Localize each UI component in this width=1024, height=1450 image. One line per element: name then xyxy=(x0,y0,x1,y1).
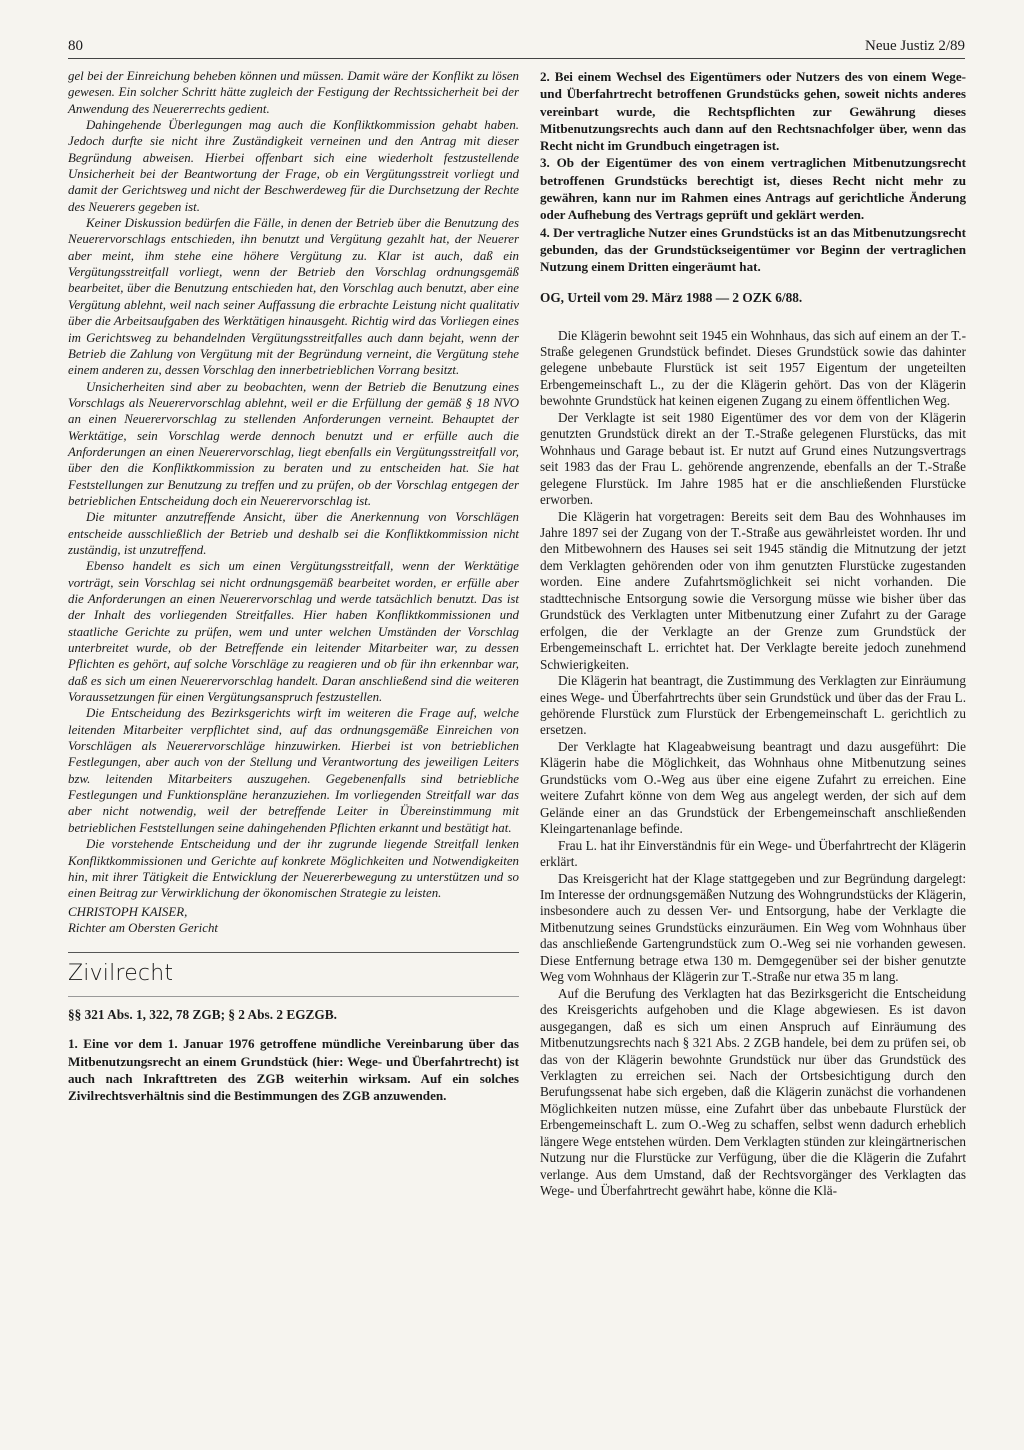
publication-title: Neue Justiz 2/89 xyxy=(865,38,965,54)
commentary-paragraph: Ebenso handelt es sich um einen Vergütungsstreitfall, wenn der Werktätige vorträgt, sein Vorschlag sei nicht ordnungsgemäß bearbeitet worden, er erfülle aber die Anforderungen an einen Neuerervorschlag und werde tatsächlich benutzt. Das ist der Inhalt des vorliegenden Streitfalles. Hier haben Konfliktkommissionen und staatliche Gerichte zu prüfen, wem und unter welchen Umständen der Vorschlag unterbreitet wurde, ob der Betreffende ein leitender Mitarbeiter war, zu dessen Pflichten es gehört, auf solche Vorschläge zu reagieren und ob für ihn erkennbar war, daß es sich um einen Neuerervorschlag handelt. Daran anschließend sind die weiteren Voraussetzungen für einen Vergütungsanspruch festzustellen. xyxy=(68,559,519,705)
judgment-paragraph: Der Verklagte ist seit 1980 Eigentümer des vor dem von der Klägerin genutzten Grundstück direkt an der T.-Straße gelegenen Flurstücks, das mit Wohnhaus und Garage bebaut ist. Er nutzt auf Grund eines Nutzungsvertrags seit 1983 das der Frau L. gehörende angrenzende, ebenfalls an der T.-Straße gelegene Flurstück. Im Jahre 1985 hat er die anschließenden Flurstücke erworben. xyxy=(540,409,966,508)
page-number: 80 xyxy=(68,38,83,54)
judgment-paragraph: Die Klägerin hat vorgetragen: Bereits seit dem Bau des Wohnhauses im Jahre 1897 sei der Zugang von der T.-Straße aus gewährleistet worden. Ihr und den Mitbewohnern des Hauses sei seit 1945 ständig die Mitnutzung der jetzt dem Verklagten gehörenden oder von ihm genutzten Flurstücke zugestanden worden. Eine andere Zufahrtsmöglichkeit sei nicht vorhanden. Die stadttechnische Entsorgung sowie die Versorgung müsse wie bisher über das Grundstück des Verklagten unter Mitbenutzung einer Zufahrt zu der Garage erfolgen, die der Verklagte an der Grenze zum Grundstück der Erbengemeinschaft L. errichtet hat. Der Verklagte bereite jedoch zunehmend Schwierigkeiten. xyxy=(540,508,966,672)
commentary-paragraph: Unsicherheiten sind aber zu beobachten, wenn der Betrieb die Benutzung eines Vorschlags als Neuerervorschlag ablehnt, weil er die Erfüllung der gemäß § 18 NVO an einen Neuerervorschlag zu stellenden Anforderungen verneint. Behauptet der Werktätige, sein Vorschlag werde dennoch benutzt und er erfülle auch die Anforderungen an einen Neuerervorschlag, liegt ebenfalls ein Vergütungsstreitfall vor, über den die Konfliktkommission zu beraten und zu entscheiden hat. Sie hat Feststellungen zur Benutzung zu treffen und zu prüfen, ob der Vorschlag entgegen der betrieblichen Entscheidung doch ein Neuerervorschlag ist. xyxy=(68,379,519,508)
court-reference: OG, Urteil vom 29. März 1988 — 2 OZK 6/88. xyxy=(540,289,803,305)
commentary-paragraph: gel bei der Einreichung beheben können und müssen. Damit wäre der Konflikt zu lösen gewesen. Ein solcher Schritt hätte zugleich der Festigung der Rechtssicherheit bei der Anwendung des Neuererrechts gedient. xyxy=(68,69,519,116)
section-title: Zivilrecht xyxy=(68,961,174,987)
statute-reference: §§ 321 Abs. 1, 322, 78 ZGB; § 2 Abs. 2 EGZGB. xyxy=(68,1007,337,1023)
judgment-paragraph: Das Kreisgericht hat der Klage stattgegeben und zur Begründung dargelegt: Im Interesse der ordnungsgemäßen Nutzung des Wohngrundstücks der Klägerin, insbesondere auch zu dessen Ver- und Entsorgung, habe der Verklagte die Mitbenutzung seines Grundstücks einzuräumen. Ein Weg vom Wohnhaus über das anschließende Gartengrundstück zum O.-Weg sei nie vorhanden gewesen. Diese Entfernung betrage etwa 130 m. Demgegenüber sei der bisher genutzte Weg vom Wohnhaus der Klägerin zur T.-Straße nur etwa 35 m lang. xyxy=(540,870,966,985)
judgment-paragraph: Auf die Berufung des Verklagten hat das Bezirksgericht die Entscheidung des Kreisgerichts aufgehoben und die Klage abgewiesen. Es ist davon ausgegangen, daß es sich um einen Anspruch auf Einräumung des Mitbenutzungsrechts nach § 321 Abs. 2 ZGB handele, bei dem zu prüfen sei, ob das von der Klägerin bewohnte Grundstück nur über das Grundstück des Verklagten zu erreichen sei. Nach der Ortsbesichtigung durch den Berufungssenat habe sich ergeben, daß die Klägerin zunächst die vorhandenen Möglichkeiten nutzen müsse, eine Zufahrt über das unbebaute Flurstück der Erbengemeinschaft L. zum O.-Weg zu schaffen, selbst wenn dadurch erheblich längere Wege entstehen würden. Dem Verklagten stünden zur kleingärtnerischen Nutzung nur die Flurstücke zur Verfügung, über die die Klägerin die Zufahrt verlange. Aus dem Umstand, daß der Rechtsvorgänger des Verklagten das Wege- und Überfahrtrecht gewährt habe, könne die Klä- xyxy=(540,985,966,1199)
commentary-paragraph: Die Entscheidung des Bezirksgerichts wirft im weiteren die Frage auf, welche leitenden Mitarbeiter verpflichtet sind, auf das ordnungsgemäße Einreichen von Vorschlägen als Neuerervorschläge hinzuwirken. Hierbei ist von betrieblichen Festlegungen, aber auch von der Stellung und Verantwortung des jeweiligen Leiters bzw. leitenden Mitarbeiters auszugehen. Gegebenenfalls sind betriebliche Festlegungen und Funktionspläne heranzuziehen. Im vorliegenden Streitfall war das aber nicht notwendig, weil der betreffende Leiter in Übereinstimmung mit betrieblichen Feststellungen seine dahingehenden Pflichten erkannt und bestätigt hat. xyxy=(68,706,519,835)
commentary-paragraph: Keiner Diskussion bedürfen die Fälle, in denen der Betrieb über die Benutzung des Neuerervorschlags entschieden, ihn benutzt und Vergütung gezahlt hat, der Neuerer aber meint, ihm stehe eine höhere Vergütung zu. Klar ist auch, daß ein Vergütungsstreitfall vorliegt, wenn der Betrieb den Vorschlag ordnungsgemäß bearbeitet, über die Benutzung entschieden hat, den Vorschlag auch benutzt, aber eine Vergütung ablehnt, weil nach seiner Auffassung die erbrachte Leistung nicht qualitativ über die Arbeitsaufgaben des Werktätigen hinausgeht. Richtig wird das Vorliegen eines im Gerichtsweg zu behandelnden Vergütungsstreitfalles auch dann bejaht, wenn der Betrieb die Zahlung von Vergütung mit der Begründung verneint, die Vergütung stehe einem anderen zu, dessen Vorschlag den innerbetrieblichen Vorrang besitzt. xyxy=(68,216,519,378)
judgment-paragraph: Die Klägerin hat beantragt, die Zustimmung des Verklagten zur Einräumung eines Wege- und Überfahrtrechts über sein Grundstück und über das der Frau L. gehörende Flurstück zum Flurstück der Erbengemeinschaft L. gerichtlich zu ersetzen. xyxy=(540,673,966,738)
author-name: CHRISTOPH KAISER, xyxy=(68,904,188,919)
headnote-1: 1. Eine vor dem 1. Januar 1976 getroffene mündliche Vereinbarung über das Mitbenutzungsrecht an einem Grundstück (hier: Wege- und Überfahrtrecht) ist auch nach Inkrafttreten des ZGB weiterhin wirksam. Auf ein solches Zivilrechtsverhältnis sind die Bestimmungen des ZGB anzuwenden. xyxy=(68,1036,519,1104)
judgment-paragraph: Die Klägerin bewohnt seit 1945 ein Wohnhaus, das sich auf einem an der T.-Straße gelegenen Grundstück befindet. Dieses Grundstück sowie das dahinter gelegene unbebaute Flurstück ist seit 1957 Eigentum der ungeteilten Erbengemeinschaft L., zu der die Klägerin gehört. Das von der Klägerin bewohnte Grundstück hat keinen eigenen Zugang zu einem öffentlichen Weg. xyxy=(540,327,966,409)
judgment-paragraph: Frau L. hat ihr Einverständnis für ein Wege- und Überfahrtrecht der Klägerin erklärt. xyxy=(540,837,966,870)
page-header xyxy=(68,36,965,59)
section-divider xyxy=(68,952,519,953)
commentary-paragraph: Die vorstehende Entscheidung und der ihr zugrunde liegende Streitfall lenken Konfliktkommissionen und Gerichte auf konkrete Möglichkeiten und Notwendigkeiten hin, mit ihrer Tätigkeit die Entwicklung der Neuererbewegung zu unterstützen und so einen Beitrag zur Verwirklichung der ökonomischen Strategie zu leisten. xyxy=(68,837,519,901)
headnote-4: 4. Der vertragliche Nutzer eines Grundstücks ist an das Mitbenutzungsrecht gebunden, das der Grundstückseigentümer vor Beginn der vertraglichen Nutzung einem Dritten eingeräumt hat. xyxy=(540,224,966,275)
section-title-underline xyxy=(68,996,519,997)
commentary-paragraph: Dahingehende Überlegungen mag auch die Konfliktkommission gehabt haben. Jedoch durfte sie nicht ihre Zuständigkeit verneinen und den Antrag mit dieser Begründung abweisen. Hierbei offenbart sich eine wiederholt festzustellende Unsicherheit bei der Beantwortung der Frage, ob ein Vergütungsstreit vorliegt und damit der Gerichtsweg und nicht der Beschwerdeweg für die Durchsetzung der Rechte des Neuerers gegeben ist. xyxy=(68,118,519,214)
headnote-2: 2. Bei einem Wechsel des Eigentümers oder Nutzers des von einem Wege- und Überfahrtrecht betroffenen Grundstücks gehen, soweit nichts anderes vereinbart wurde, die Rechtspflichten zur Gewährung dieses Mitbenutzungsrechts auch dann auf den Rechtsnachfolger über, wenn das Recht nicht im Grundbuch eingetragen ist. xyxy=(540,69,966,154)
commentary-paragraph: Die mitunter anzutreffende Ansicht, über die Anerkennung von Vorschlägen entscheide ausschließlich der Betrieb und deshalb sei die Konfliktkommission nicht zuständig, ist unzutreffend. xyxy=(68,510,519,557)
right-column xyxy=(540,68,966,1200)
judgment-paragraph: Der Verklagte hat Klageabweisung beantragt und dazu ausgeführt: Die Klägerin habe die Möglichkeit, das Wohnhaus ohne Mitbenutzung seines Grundstücks vom O.-Weg aus über eine eigene Zufahrt zu erreichen. Eine weitere Zufahrt könne von dem Weg aus angelegt werden, der sich auf dem Gelände einer an das Grundstück der Erbengemeinschaft anschließenden Kleingartenanlage befinde. xyxy=(540,738,966,837)
headnote-3: 3. Ob der Eigentümer des von einem vertraglichen Mitbenutzungsrecht betroffenen Grundstücks berechtigt ist, dieses Recht nicht mehr zu gewähren, kann nur im Rahmen eines Antrags auf gerichtliche Änderung oder Aufhebung des Vertrags geprüft und geklärt werden. xyxy=(540,155,966,223)
left-column xyxy=(68,68,519,1104)
author-title: Richter am Obersten Gericht xyxy=(68,920,218,935)
